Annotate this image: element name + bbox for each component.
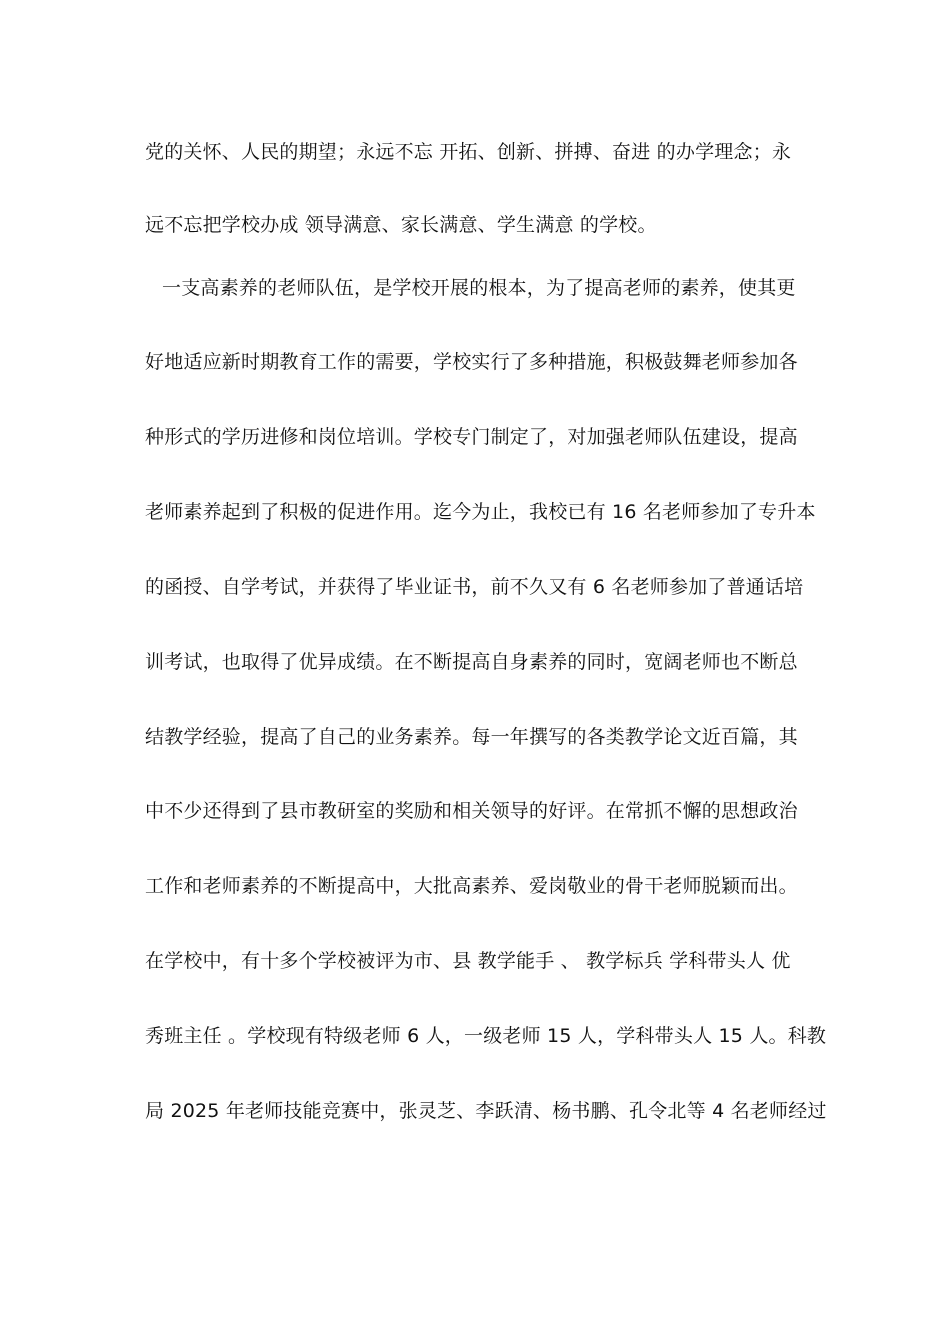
text-line: 训考试，也取得了优异成绩。在不断提高自身素养的同时，宽阔老师也不断总 <box>145 651 798 673</box>
text-line: 老师素养起到了积极的促进作用。迄今为止，我校已有 16 名老师参加了专升本 <box>145 501 816 523</box>
text-line: 结教学经验，提高了自己的业务素养。每一年撰写的各类教学论文近百篇，其 <box>145 726 798 748</box>
text-line: 好地适应新时期教育工作的需要，学校实行了多种措施，积极鼓舞老师参加各 <box>145 351 798 373</box>
paragraph-first-line: 一支高素养的老师队伍，是学校开展的根本，为了提高老师的素养，使其更 <box>162 277 796 299</box>
text-line: 党的关怀、人民的期望；永远不忘 开拓、创新、拼搏、奋进 的办学理念；永 <box>145 141 792 163</box>
text-line: 秀班主任 。学校现有特级老师 6 人，一级老师 15 人，学科带头人 15 人。科教 <box>145 1025 827 1047</box>
text-line: 远不忘把学校办成 领导满意、家长满意、学生满意 的学校。 <box>145 214 657 236</box>
text-line: 局 2025 年老师技能竞赛中，张灵芝、李跃清、杨书鹏、孔令北等 4 名老师经过 <box>145 1100 827 1122</box>
text-line: 在学校中，有十多个学校被评为市、县 教学能手 、 教学标兵 学科带头人 优 <box>145 950 791 972</box>
text-line: 的函授、自学考试，并获得了毕业证书，前不久又有 6 名老师参加了普通话培 <box>145 576 804 598</box>
text-line: 种形式的学历进修和岗位培训。学校专门制定了，对加强老师队伍建设，提高 <box>145 426 798 448</box>
text-line: 中不少还得到了县市教研室的奖励和相关领导的好评。在常抓不懈的思想政治 <box>145 800 798 822</box>
text-line: 工作和老师素养的不断提高中，大批高素养、爱岗敬业的骨干老师脱颖而出。 <box>145 875 798 897</box>
